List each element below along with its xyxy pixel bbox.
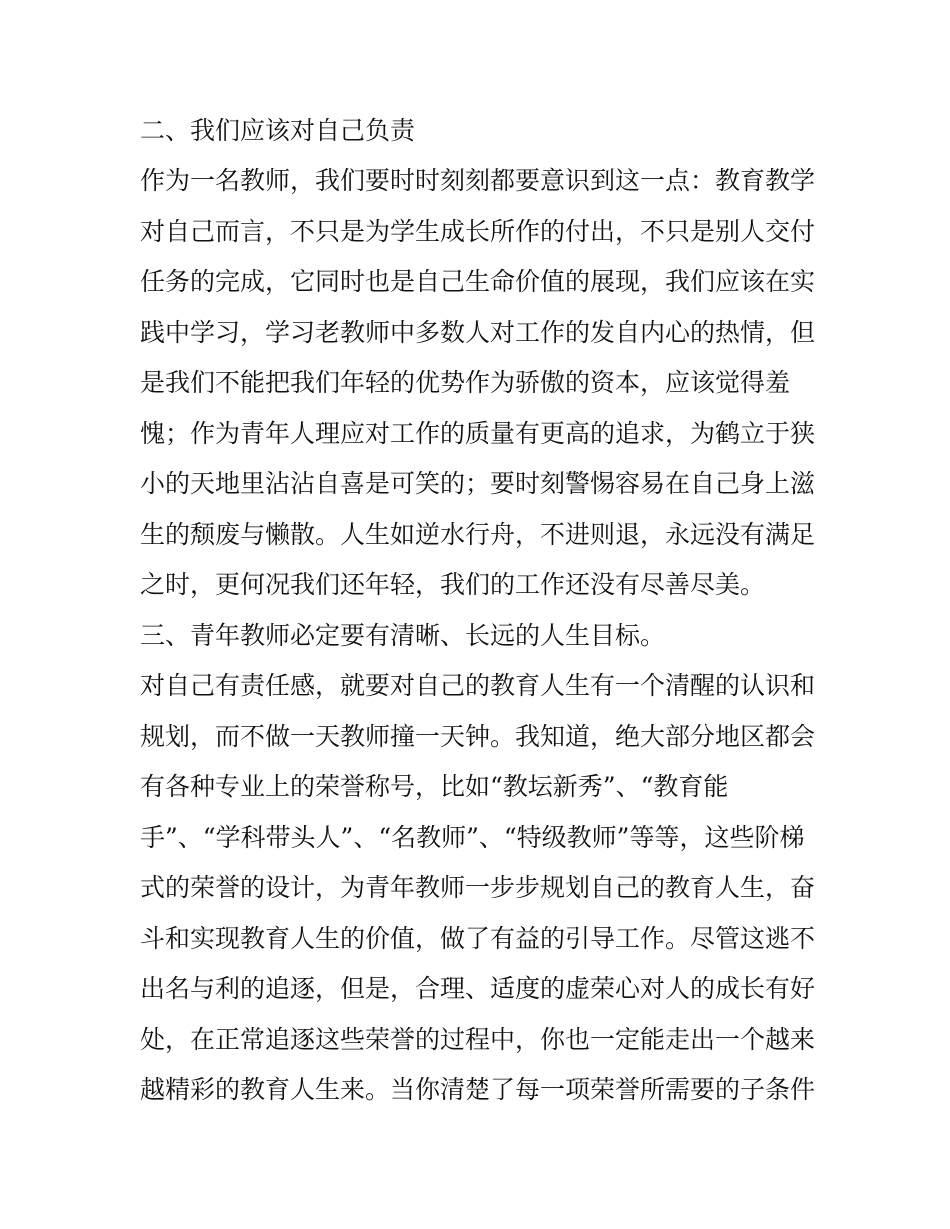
text-line: 对自己有责任感，就要对自己的教育人生有一个清醒的认识和 bbox=[140, 671, 816, 700]
text-line: 处，在正常追逐这些荣誉的过程中，你也一定能走出一个越来 bbox=[140, 1025, 816, 1054]
section-heading: 三、青年教师必定要有清晰、长远的人生目标。 bbox=[140, 621, 666, 650]
text-line: 对自己而言，不只是为学生成长所作的付出，不只是别人交付 bbox=[140, 217, 816, 246]
text-line: 是我们不能把我们年轻的优势作为骄傲的资本，应该觉得羞 bbox=[140, 368, 791, 397]
text-line: 生的颓废与懒散。人生如逆水行舟，不进则退，永远没有满足 bbox=[140, 520, 816, 549]
text-line: 小的天地里沾沾自喜是可笑的；要时刻警惕容易在自己身上滋 bbox=[140, 469, 816, 498]
text-line: 斗和实现教育人生的价值，做了有益的引导工作。尽管这逃不 bbox=[140, 924, 816, 953]
text-line: 规划，而不做一天教师撞一天钟。我知道，绝大部分地区都会 bbox=[140, 722, 816, 751]
text-line: 手”、“学科带头人”、“名教师”、“特级教师”等等，这些阶梯 bbox=[140, 823, 805, 852]
text-line: 出名与利的追逐，但是，合理、适度的虚荣心对人的成长有好 bbox=[140, 974, 816, 1003]
text-line: 任务的完成，它同时也是自己生命价值的展现，我们应该在实 bbox=[140, 267, 816, 296]
text-line: 之时，更何况我们还年轻，我们的工作还没有尽善尽美。 bbox=[140, 570, 766, 599]
text-line: 践中学习，学习老教师中多数人对工作的发自内心的热情，但 bbox=[140, 318, 816, 347]
text-line: 作为一名教师，我们要时时刻刻都要意识到这一点：教育教学 bbox=[140, 166, 816, 195]
text-line: 式的荣誉的设计，为青年教师一步步规划自己的教育人生，奋 bbox=[140, 873, 816, 902]
section-heading: 二、我们应该对自己负责 bbox=[140, 116, 416, 145]
text-line: 愧；作为青年人理应对工作的质量有更高的追求，为鹤立于狭 bbox=[140, 419, 816, 448]
text-line: 越精彩的教育人生来。当你清楚了每一项荣誉所需要的子条件 bbox=[140, 1075, 816, 1104]
text-line: 有各种专业上的荣誉称号，比如“教坛新秀”、“教育能 bbox=[140, 772, 729, 801]
